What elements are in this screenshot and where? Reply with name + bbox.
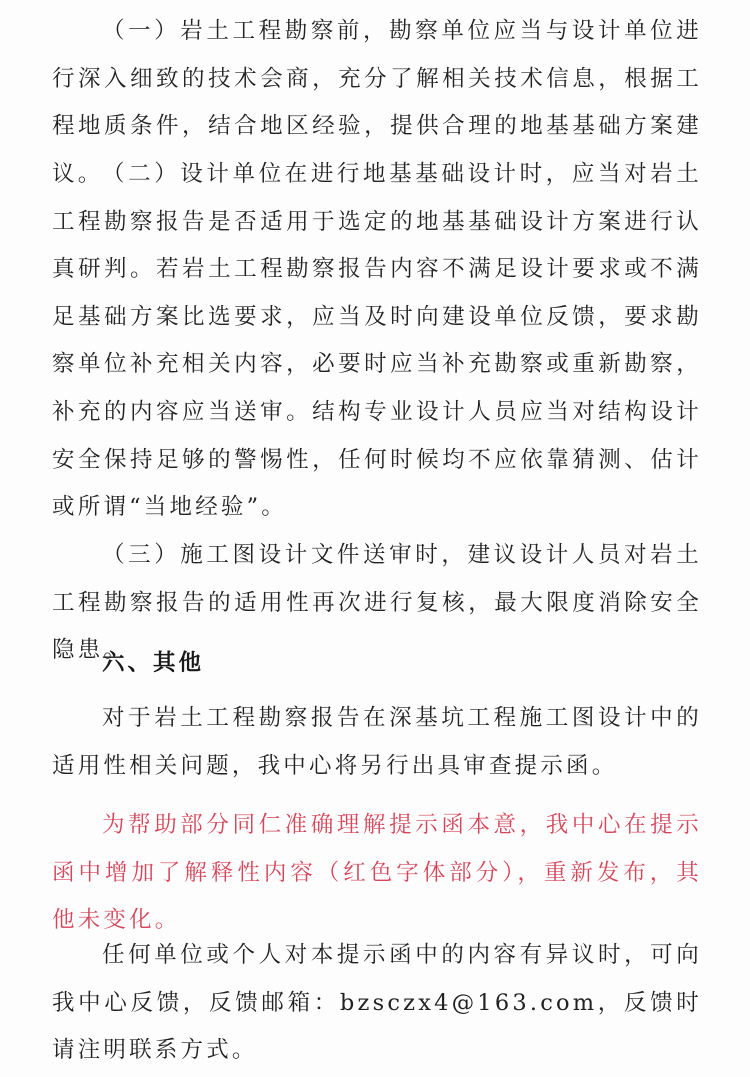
- paragraph-red-explanation: 为帮助部分同仁准确理解提示函本意，我中心在提示函中增加了解释性内容（红色字体部分），重新发布，其他未变化。: [52, 812, 702, 934]
- paragraph-design-evaluation: （二）设计单位在进行地基基础设计时，应当对岩土工程勘察报告是否适用于选定的地基基础设计方案进行认真研判。若岩土工程勘察报告内容不满足设计要求或不满足基础方案比选要求，应当及时向建设单位反馈，要求勘察单位补充相关内容，必要时应当补充勘察或重新勘察，补充的内容应当送审。结构专业设计人员应当对结构设计安全保持足够的警惕性，任何时候均不应依靠猜测、估计或所谓“当地经验”。: [52, 161, 702, 521]
- paragraph-survey-consultation: （一）岩土工程勘察前，勘察单位应当与设计单位进行深入细致的技术会商，充分了解相关技术信息，根据工程地质条件，结合地区经验，提供合理的地基基础方案建议。: [52, 18, 702, 187]
- paragraph-review-recheck: （三）施工图设计文件送审时，建议设计人员对岩土工程勘察报告的适用性再次进行复核，最大限度消除安全隐患。: [52, 542, 702, 664]
- paragraph-deep-pit-notice: 对于岩土工程勘察报告在深基坑工程施工图设计中的适用性相关问题，我中心将另行出具审查提示函。: [52, 705, 702, 779]
- paragraph-feedback-contact: 任何单位或个人对本提示函中的内容有异议时，可向我中心反馈，反馈邮箱：bzsczx4@163.com，反馈时请注明联系方式。: [52, 942, 702, 1064]
- section-heading-other: 六、其他: [102, 650, 205, 676]
